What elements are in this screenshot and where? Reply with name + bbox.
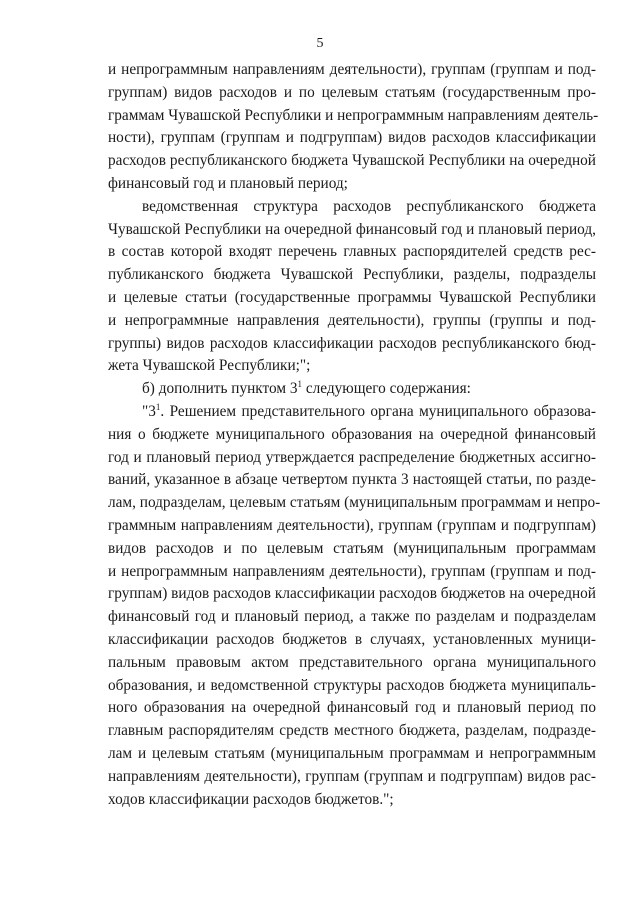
- text-line: [108, 378, 596, 401]
- text-line-content: публиканского бюджета Чувашской Республики, разделы, подразделы: [108, 266, 596, 284]
- text-line: [108, 697, 596, 720]
- text-line: [108, 424, 596, 447]
- text-line: [108, 675, 596, 698]
- text-line: [108, 333, 596, 356]
- text-line-content: жета Чувашской Республики;";: [108, 357, 311, 375]
- text-line-content: видов расходов и по целевым статьям (муниципальным программам: [108, 539, 596, 557]
- text-line: [108, 310, 596, 333]
- text-line: [108, 583, 596, 606]
- text-line-content: классификации расходов бюджетов в случаях, установленных муници-: [108, 630, 596, 648]
- document-body: [108, 59, 601, 811]
- text-line: [108, 629, 596, 652]
- text-line: [108, 743, 596, 766]
- text-line: [108, 606, 596, 629]
- text-line-content: в состав которой входят перечень главных распорядителей средств рес-: [108, 243, 596, 261]
- text-line-continuation: . Решением представительного органа муниципального образова-: [160, 402, 596, 420]
- text-line-content: ведомственная структура расходов республиканского бюджета: [142, 197, 596, 215]
- text-line-content: образования, и ведомственной структуры расходов бюджета муниципаль-: [108, 676, 596, 694]
- text-line-content: граммным направлениям деятельности), группам (группам и подгруппам): [108, 516, 596, 534]
- text-line: [108, 287, 596, 310]
- text-line: [108, 105, 599, 128]
- text-line-continuation: следующего содержания:: [302, 380, 471, 398]
- text-line: [108, 127, 596, 150]
- text-line-content: группы) видов расходов классификации расходов республиканского бюд-: [108, 334, 596, 352]
- text-line-content: направлениям деятельности), группам (группам и подгруппам) видов рас-: [108, 767, 596, 785]
- superscript-index: 1: [155, 401, 161, 412]
- text-line-content: главным распорядителям средств местного бюджета, разделам, подразде-: [108, 722, 596, 740]
- text-line: [108, 492, 601, 515]
- text-line-content: и непрограммные направления деятельности), группы (группы и под-: [108, 311, 596, 329]
- text-line: [108, 561, 596, 584]
- text-line: [108, 469, 596, 492]
- text-line: [108, 515, 596, 538]
- text-line: [108, 355, 596, 378]
- text-line: [108, 652, 596, 675]
- text-line-content: и непрограммным направлениям деятельности), группам (группам и под-: [108, 61, 596, 78]
- text-line: [108, 720, 596, 743]
- text-line: [108, 789, 596, 812]
- text-line-content: б) дополнить пунктом 3: [142, 380, 298, 398]
- text-line: [108, 150, 596, 173]
- text-line: [108, 241, 596, 264]
- text-line-content: Чувашской Республики на очередной финансовый год и плановый период,: [108, 220, 596, 238]
- text-line: [108, 82, 596, 105]
- text-line-content: и непрограммным направлениям деятельности), группам (группам и под-: [108, 562, 596, 580]
- text-line: [108, 196, 596, 219]
- text-line: [108, 766, 596, 789]
- text-line-content: и целевые статьи (государственные программы Чувашской Республики: [108, 288, 596, 306]
- text-line: [108, 401, 596, 424]
- text-line-content: финансовый год и плановый период, а также по разделам и подразделам: [108, 608, 596, 626]
- text-line: [108, 173, 596, 196]
- text-line: [108, 538, 596, 561]
- text-line-content: группам) видов расходов классификации расходов бюджетов на очередной: [108, 585, 596, 603]
- text-line-content: граммам Чувашской Республики и непрограммным направлениям деятель-: [108, 106, 599, 124]
- text-line-content: лам и целевым статьям (муниципальным программам и непрограммным: [108, 744, 596, 762]
- text-line-content: ходов классификации расходов бюджетов.";: [108, 790, 394, 808]
- text-line: [108, 447, 596, 470]
- text-line: [108, 59, 596, 82]
- text-line: [108, 264, 596, 287]
- superscript-index: 1: [297, 379, 303, 390]
- text-line-content: ваний, указанное в абзаце четвертом пункта 3 настоящей статьи, по разде-: [108, 471, 596, 489]
- text-line-content: год и плановый период утверждается распределение бюджетных ассигно-: [108, 448, 596, 466]
- text-line-content: группам) видов расходов и по целевым статьям (государственным про-: [108, 83, 596, 101]
- text-line-content: финансовый год и плановый период;: [108, 174, 348, 192]
- text-line-content: "3: [142, 402, 156, 420]
- text-line-content: ния о бюджете муниципального образования на очередной финансовый: [108, 425, 596, 443]
- text-line-content: пальным правовым актом представительного органа муниципального: [108, 653, 596, 671]
- text-line-content: лам, подразделам, целевым статьям (муниципальным программам и непро-: [108, 494, 601, 512]
- text-line: [108, 219, 596, 242]
- text-line-content: ности), группам (группам и подгруппам) видов расходов классификации: [108, 129, 596, 147]
- text-line-content: ного образования на очередной финансовый год и плановый период по: [108, 699, 596, 717]
- text-line-content: расходов республиканского бюджета Чувашской Республики на очередной: [108, 152, 596, 170]
- page-number: 5: [316, 36, 324, 51]
